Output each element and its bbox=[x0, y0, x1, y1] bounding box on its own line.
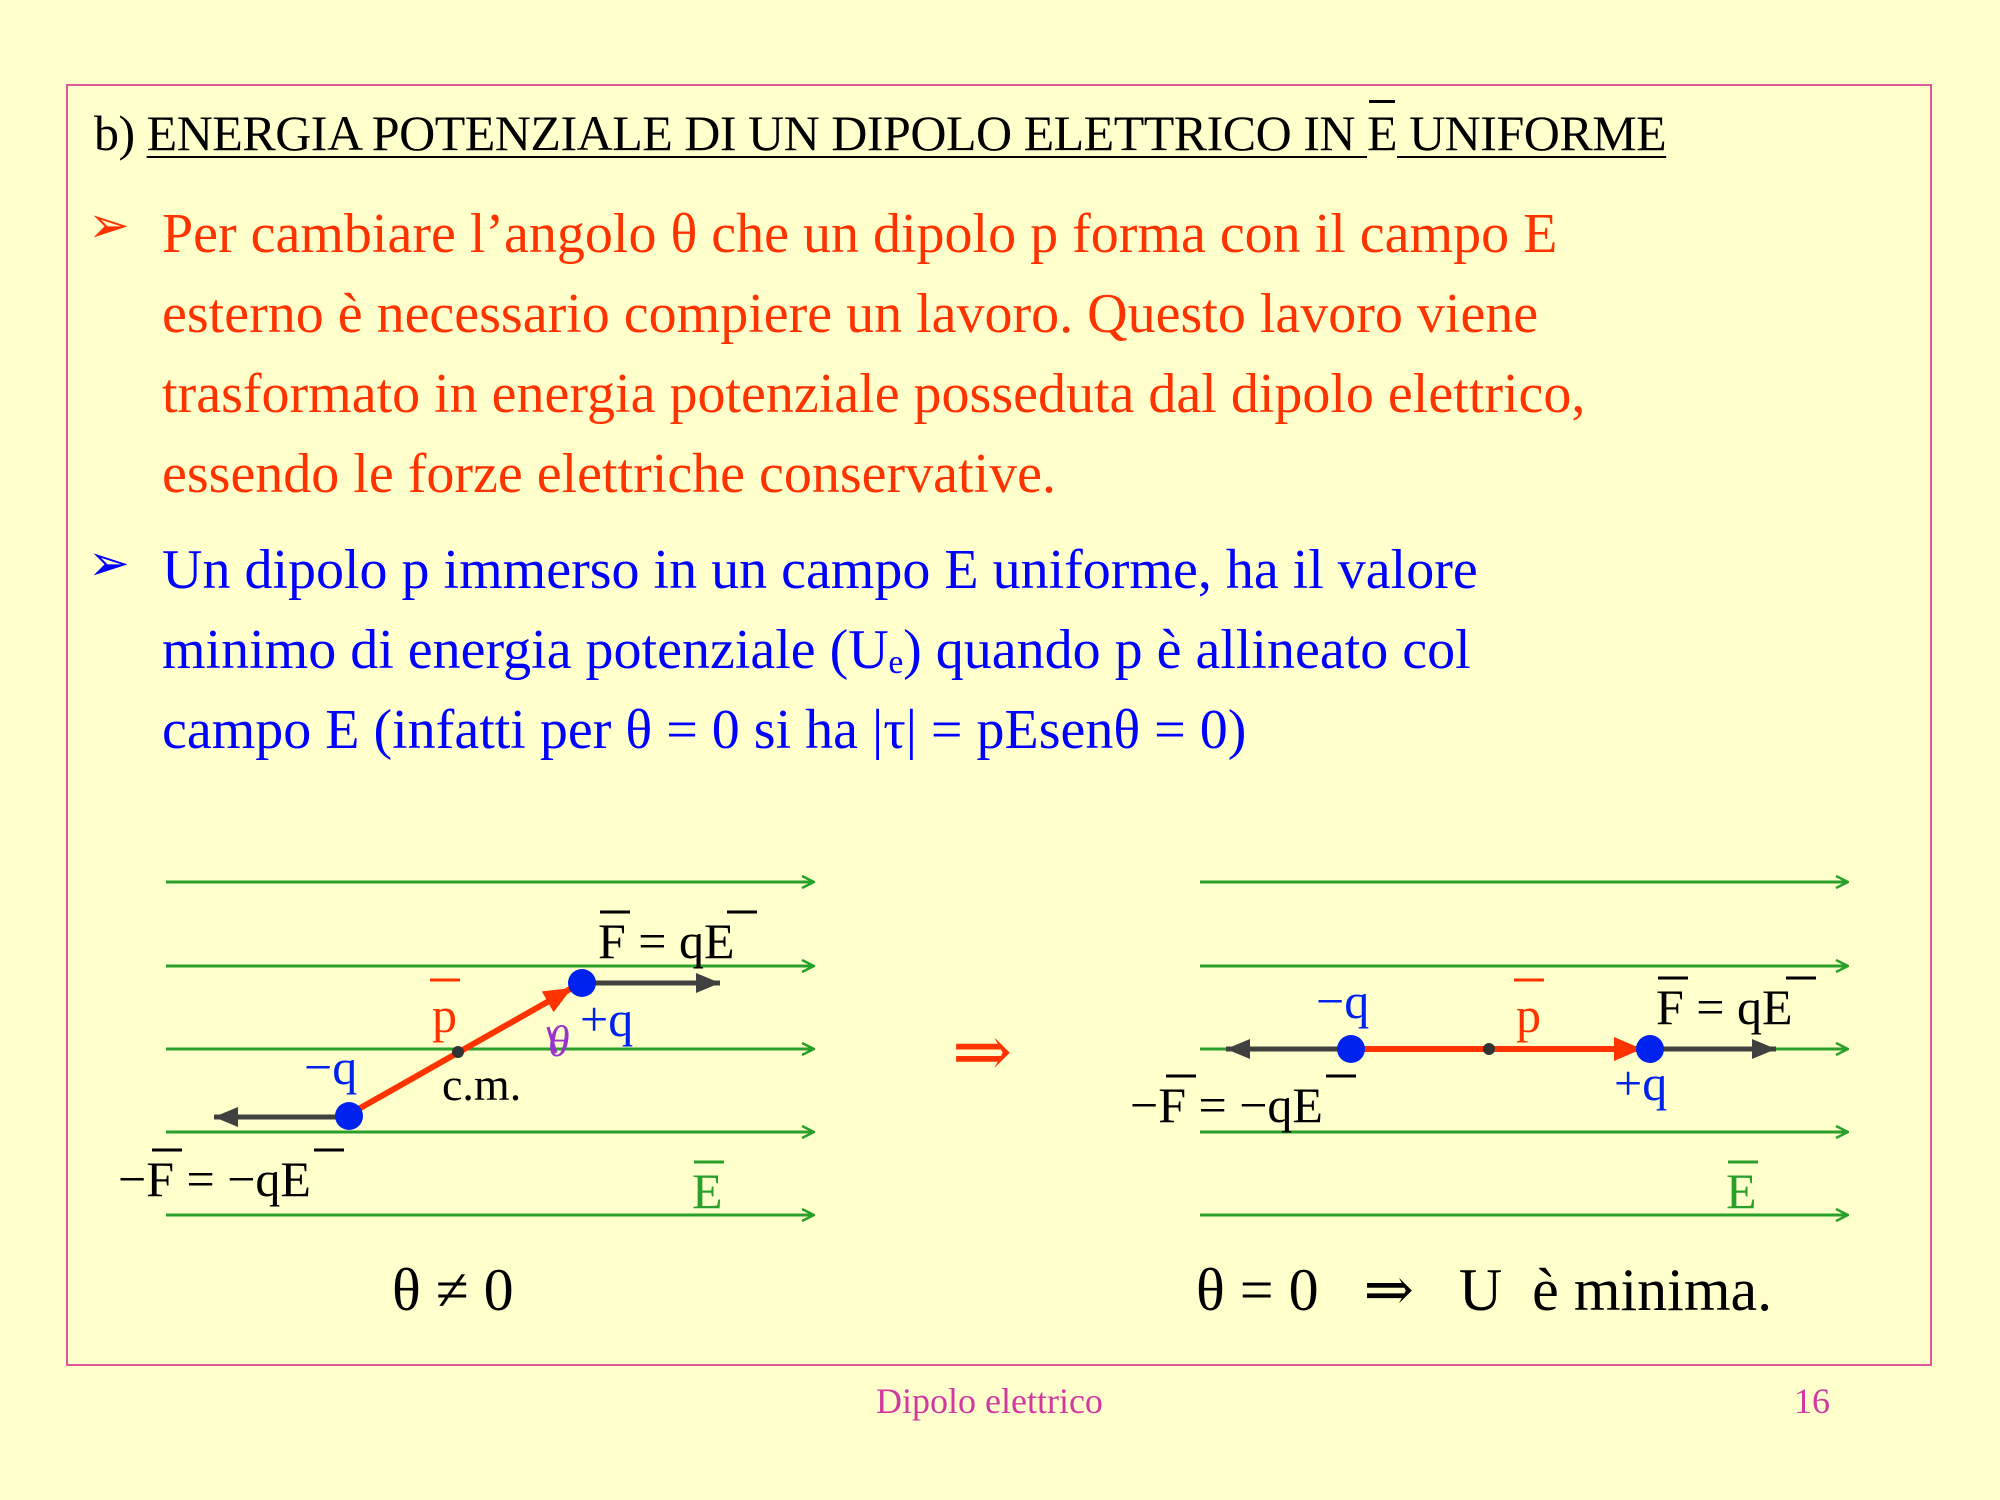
footer-title: Dipolo elettrico bbox=[876, 1381, 1103, 1421]
right-dipole-label: p bbox=[1516, 987, 1541, 1043]
left-force-minus-label: −F = −qE bbox=[118, 1151, 311, 1207]
left-field-label: E bbox=[692, 1163, 723, 1219]
right-caption: θ = 0 ⇒ U è minima. bbox=[1196, 1257, 1773, 1323]
left-plus-charge-label: +q bbox=[580, 991, 634, 1047]
page-number: 16 bbox=[1794, 1381, 1830, 1421]
left-dipole-label: p bbox=[432, 987, 457, 1043]
bullet-text-1: Per cambiare l’angolo θ che un dipolo p forma con il campo E esterno è necessario compiere un lavoro. Questo lavoro viene trasformato in energia potenziale posseduta dal dipolo elettrico, essendo le forze elettriche conservative. bbox=[162, 203, 1586, 505]
title-e-symbol: E bbox=[1367, 105, 1398, 161]
right-field-label: E bbox=[1726, 1163, 1757, 1219]
right-plus-charge-label: +q bbox=[1614, 1055, 1668, 1111]
left-minus-charge-label: −q bbox=[304, 1039, 358, 1095]
angle-label: θ bbox=[548, 1017, 570, 1066]
right-minus-charge-label: −q bbox=[1316, 973, 1370, 1029]
title-main: ENERGIA POTENZIALE DI UN DIPOLO ELETTRICO IN E UNIFORME bbox=[146, 105, 1667, 161]
right-force-minus-label: −F = −qE bbox=[1130, 1077, 1323, 1133]
left-force-plus-label: F = qE bbox=[598, 913, 735, 969]
bullet-text-2: Un dipolo p immerso in un campo E uniforme, ha il valore minimo di energia potenziale (Uₑ) quando p è allineato col campo E (infatti per θ = 0 si ha |τ| = pEsenθ = 0) bbox=[162, 539, 1478, 761]
center-of-mass-label: c.m. bbox=[442, 1059, 522, 1110]
implies-symbol: ⇒ bbox=[952, 1012, 1013, 1092]
minus-charge-dot bbox=[335, 1102, 363, 1130]
center-of-mass-dot bbox=[1483, 1043, 1495, 1055]
left-caption: θ ≠ 0 bbox=[392, 1257, 514, 1323]
right-force-plus-label: F = qE bbox=[1656, 979, 1793, 1035]
center-of-mass-dot bbox=[452, 1046, 464, 1058]
minus-charge-dot bbox=[1337, 1035, 1365, 1063]
title-prefix: b) bbox=[94, 105, 147, 161]
